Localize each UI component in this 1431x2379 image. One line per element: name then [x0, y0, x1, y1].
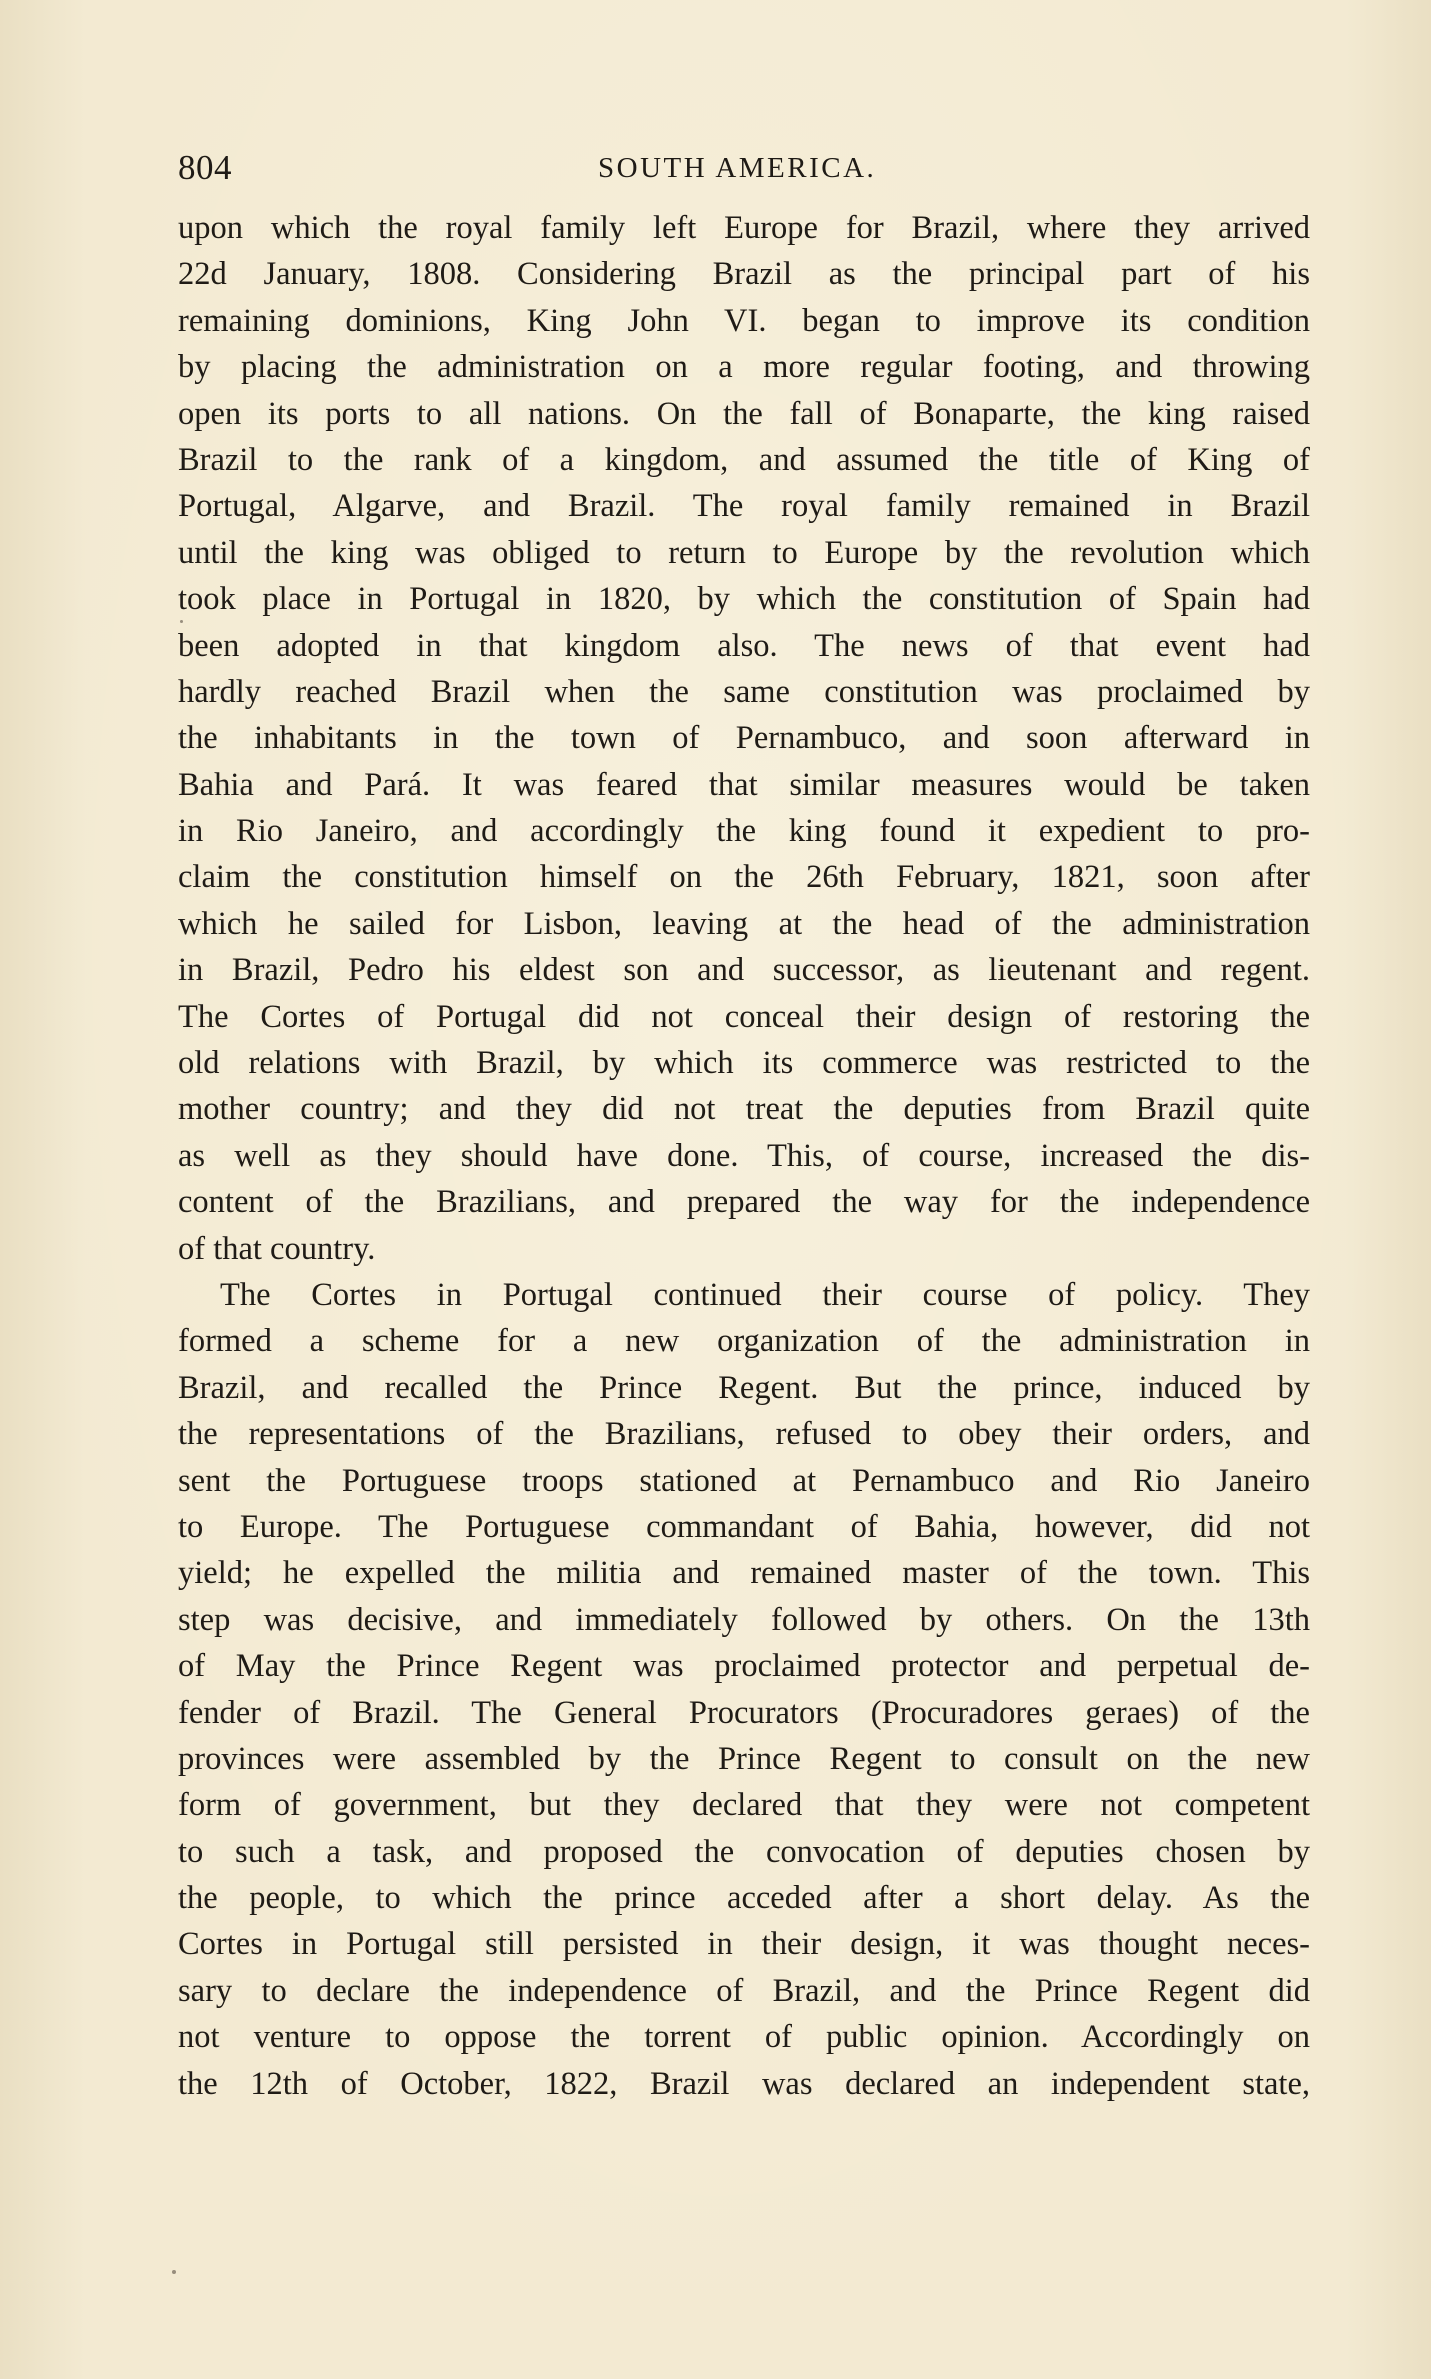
- text-line: to such a task, and proposed the convocation of deputies chosen by: [178, 1833, 1310, 1870]
- text-line: until the king was obliged to return to Europe by the revolution which: [178, 534, 1310, 571]
- paper-speck: [172, 2270, 176, 2274]
- text-line: not venture to oppose the torrent of public opinion. Accordingly on: [178, 2019, 1310, 2056]
- text-line: yield; he expelled the militia and remained master of the town. This: [178, 1555, 1310, 1592]
- text-line: claim the constitution himself on the 26th February, 1821, soon after: [178, 859, 1310, 896]
- text-line: hardly reached Brazil when the same constitution was proclaimed by: [178, 673, 1310, 710]
- text-line: fender of Brazil. The General Procurators (Procuradores geraes) of the: [178, 1694, 1310, 1731]
- text-line: to Europe. The Portuguese commandant of Bahia, however, did not: [178, 1508, 1310, 1545]
- text-line: formed a scheme for a new organization of the administration in: [178, 1323, 1310, 1360]
- text-line: Portugal, Algarve, and Brazil. The royal family remained in Brazil: [178, 488, 1310, 525]
- text-line: the people, to which the prince acceded after a short delay. As the: [178, 1880, 1310, 1917]
- paragraph-start-line: The Cortes in Portugal continued their course of policy. They: [220, 1276, 1310, 1313]
- running-head: [178, 145, 1310, 191]
- text-line: sary to declare the independence of Brazil, and the Prince Regent did: [178, 1972, 1310, 2009]
- text-line: form of government, but they declared that they were not competent: [178, 1787, 1310, 1824]
- running-title: SOUTH AMERICA.: [598, 152, 877, 184]
- text-line: the 12th of October, 1822, Brazil was declared an independent state,: [178, 2065, 1310, 2102]
- text-line: been adopted in that kingdom also. The news of that event had: [178, 627, 1310, 664]
- text-line: in Brazil, Pedro his eldest son and successor, as lieutenant and regent.: [178, 952, 1310, 989]
- body-text: [178, 205, 1310, 2107]
- text-line: mother country; and they did not treat the deputies from Brazil quite: [178, 1091, 1310, 1128]
- text-line: open its ports to all nations. On the fall of Bonaparte, the king raised: [178, 395, 1310, 432]
- text-line: step was decisive, and immediately followed by others. On the 13th: [178, 1601, 1310, 1638]
- text-line: Brazil to the rank of a kingdom, and assumed the title of King of: [178, 441, 1310, 478]
- text-line: which he sailed for Lisbon, leaving at the head of the administration: [178, 905, 1310, 942]
- text-line: in Rio Janeiro, and accordingly the king found it expedient to pro-: [178, 813, 1310, 850]
- text-line: 22d January, 1808. Considering Brazil as the principal part of his: [178, 256, 1310, 293]
- text-line: sent the Portuguese troops stationed at Pernambuco and Rio Janeiro: [178, 1462, 1310, 1499]
- text-line: as well as they should have done. This, of course, increased the dis-: [178, 1137, 1310, 1174]
- text-line: by placing the administration on a more regular footing, and throwing: [178, 349, 1310, 386]
- text-line: the inhabitants in the town of Pernambuco, and soon afterward in: [178, 720, 1310, 757]
- text-line: content of the Brazilians, and prepared the way for the independence: [178, 1184, 1310, 1221]
- text-line: the representations of the Brazilians, refused to obey their orders, and: [178, 1416, 1310, 1453]
- text-line: The Cortes of Portugal did not conceal their design of restoring the: [178, 998, 1310, 1035]
- text-line: upon which the royal family left Europe for Brazil, where they arrived: [178, 210, 1310, 246]
- paragraph-end-line: of that country.: [178, 1230, 376, 1267]
- text-line: old relations with Brazil, by which its commerce was restricted to the: [178, 1045, 1310, 1082]
- text-line: remaining dominions, King John VI. began to improve its condition: [178, 302, 1310, 339]
- text-line: provinces were assembled by the Prince Regent to consult on the new: [178, 1740, 1310, 1777]
- text-line: Bahia and Pará. It was feared that similar measures would be taken: [178, 766, 1310, 803]
- text-line: Cortes in Portugal still persisted in their design, it was thought neces-: [178, 1926, 1310, 1963]
- paper-speck: [180, 620, 183, 623]
- text-line: Brazil, and recalled the Prince Regent. But the prince, induced by: [178, 1369, 1310, 1406]
- text-line: of May the Prince Regent was proclaimed protector and perpetual de-: [178, 1648, 1310, 1685]
- text-line: took place in Portugal in 1820, by which the constitution of Spain had: [178, 581, 1310, 618]
- page-number: 804: [178, 148, 232, 187]
